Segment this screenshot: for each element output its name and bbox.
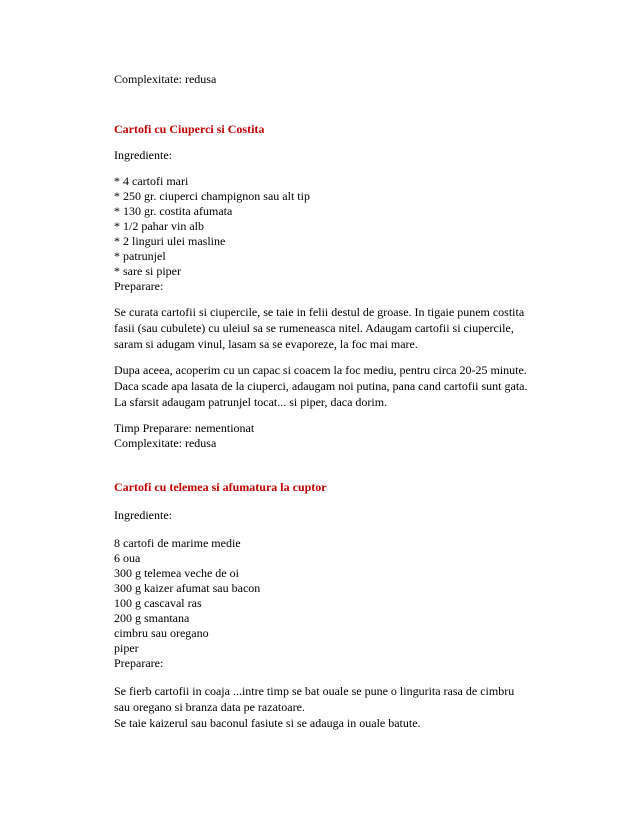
recipe-title: Cartofi cu telemea si afumatura la cuptor xyxy=(114,480,327,494)
preparation-heading: Preparare: xyxy=(114,279,164,293)
preparation-heading: Preparare: xyxy=(114,656,164,670)
ingredient-item: * 250 gr. ciuperci champignon sau alt tip xyxy=(114,189,310,203)
ingredient-item: 200 g smantana xyxy=(114,611,190,625)
ingredient-item: 300 g telemea veche de oi xyxy=(114,566,239,580)
paragraph-line: Dupa aceea, acoperim cu un capac si coacem la foc mediu, pentru circa 20-25 minute. xyxy=(114,363,527,377)
ingredient-item: piper xyxy=(114,641,139,655)
ingredients-heading: Ingrediente: xyxy=(114,508,172,522)
ingredient-item: 300 g kaizer afumat sau bacon xyxy=(114,581,261,595)
ingredient-item: 100 g cascaval ras xyxy=(114,596,202,610)
paragraph-line: fasii (sau cubulete) cu uleiul sa se rumeneasca nitel. Adaugam cartofii si ciupercile, xyxy=(114,321,514,335)
ingredient-item: * patrunjel xyxy=(114,249,166,263)
ingredient-item: 6 oua xyxy=(114,551,141,565)
ingredient-item: 8 cartofi de marime medie xyxy=(114,536,241,550)
paragraph-line: Se curata cartofii si ciupercile, se taie in felii destul de groase. In tigaie punem costita xyxy=(114,305,525,319)
paragraph-line: Daca scade apa lasata de la ciuperci, adaugam noi putina, pana cand cartofii sunt gata. xyxy=(114,379,528,393)
paragraph-line: La sfarsit adaugam patrunjel tocat... si piper, daca dorim. xyxy=(114,395,388,409)
ingredient-item: * 4 cartofi mari xyxy=(114,174,189,188)
ingredient-item: * 130 gr. costita afumata xyxy=(114,204,233,218)
complexity-label: Complexitate: redusa xyxy=(114,436,217,450)
paragraph-line: saram si adugam vinul, lasam sa se evaporeze, la foc mai mare. xyxy=(114,337,418,351)
prep-time: Timp Preparare: nementionat xyxy=(114,421,255,435)
recipe-title: Cartofi cu Ciuperci si Costita xyxy=(114,122,265,136)
complexity-label: Complexitate: redusa xyxy=(114,72,217,86)
paragraph-line: sau oregano si branza data pe razatoare. xyxy=(114,700,305,714)
ingredient-item: * 1/2 pahar vin alb xyxy=(114,219,204,233)
ingredient-item: * 2 linguri ulei masline xyxy=(114,234,226,248)
ingredient-item: cimbru sau oregano xyxy=(114,626,209,640)
paragraph-line: Se taie kaizerul sau baconul fasiute si se adauga in ouale batute. xyxy=(114,716,421,730)
ingredients-heading: Ingrediente: xyxy=(114,148,172,162)
paragraph-line: Se fierb cartofii in coaja ...intre timp se bat ouale se pune o lingurita rasa de cimbru xyxy=(114,684,515,698)
ingredient-item: * sare si piper xyxy=(114,264,181,278)
